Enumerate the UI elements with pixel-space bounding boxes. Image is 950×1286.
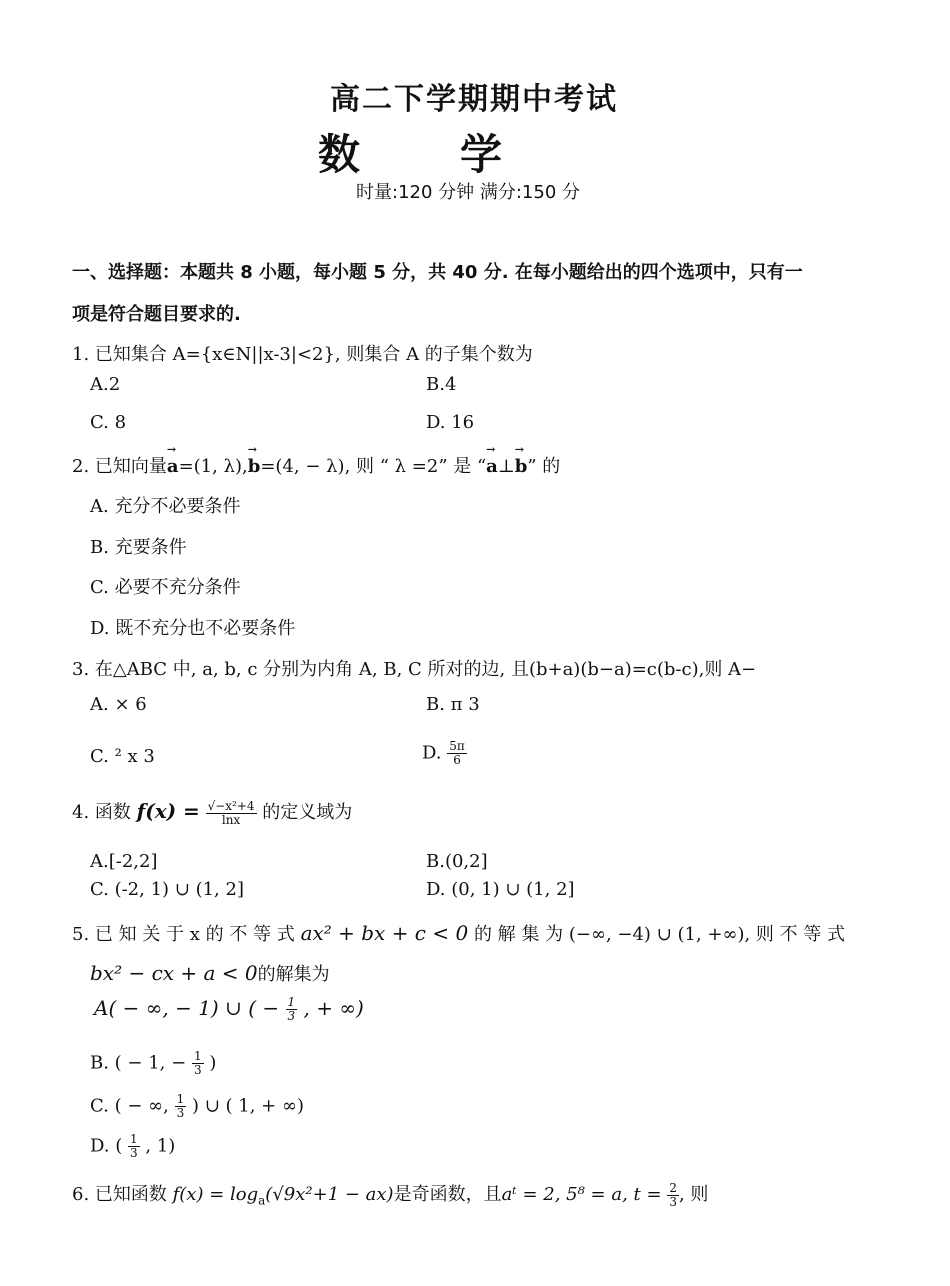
question-6-argument: (√9x²+1 − ax) — [265, 1184, 394, 1205]
vector-a: → a — [167, 456, 179, 477]
question-5-mid: 的 解 集 为 (−∞, −4) ∪ (1, +∞), 则 不 等 式 — [473, 924, 846, 945]
question-3-stem: 3. 在△ABC 中, a, b, c 分别为内角 A, B, C 所对的边, 且(b+a)(b−a)=c(b-c),则 A− — [72, 659, 757, 680]
question-3-option-d-label: D. — [422, 742, 442, 764]
question-4-option-b: B.(0,2] — [426, 851, 488, 872]
question-5-option-d-fraction: $\frac{1}{3}$ — [130, 1132, 138, 1160]
question-2-option-b: B. 充要条件 — [90, 537, 187, 558]
perp-symbol: ⊥ — [497, 456, 515, 477]
question-3-option-d-fraction: $\frac{5\pi}{6}$ — [449, 739, 465, 767]
question-6-prefix: 6. 已知函数 — [72, 1184, 167, 1205]
question-5-option-a: A( − ∞, − 1) ∪ ( − $\frac{1}{3}$ , + ∞) — [94, 995, 364, 1023]
question-2-a-value: =(1, λ), — [178, 456, 248, 477]
question-3-option-c: C. ² x 3 — [90, 746, 155, 767]
subject-char-2: 学 — [460, 130, 503, 179]
question-3-option-b: B. π 3 — [426, 694, 480, 715]
question-5-inequality-2: bx² − cx + a < 0 — [90, 961, 258, 985]
question-2-prefix: 2. 已知向量 — [72, 456, 167, 477]
question-5-stem-line1 — [72, 920, 845, 946]
question-5-option-d: D. ( $\frac{1}{3}$ , 1) — [90, 1132, 176, 1160]
question-4-option-a: A.[-2,2] — [90, 851, 158, 872]
question-6-fraction: $\frac{2}{3}$ — [669, 1180, 677, 1209]
question-5-option-c: C. ( − ∞, $\frac{1}{3}$ ) ∪ ( 1, + ∞) — [90, 1092, 304, 1120]
question-2-option-c: C. 必要不充分条件 — [90, 577, 241, 598]
question-5-option-b: B. ( − 1, − $\frac{1}{3}$ ) — [90, 1049, 217, 1077]
question-3-option-a: A. × 6 — [90, 694, 147, 715]
question-4-prefix: 4. 函数 — [72, 802, 131, 823]
question-1-option-c: C. 8 — [90, 412, 127, 433]
question-6-mid: 是奇函数，且 — [393, 1184, 502, 1205]
question-4-option-d: D. (0, 1) ∪ (1, 2] — [426, 879, 575, 900]
question-2-option-d: D. 既不充分也不必要条件 — [90, 618, 296, 639]
exam-meta: 时量:120 分钟 满分:150 分 — [356, 182, 581, 203]
question-5-stem-line2 — [90, 960, 330, 986]
question-5-option-a-fraction: $\frac{1}{3}$ — [287, 995, 296, 1023]
subject-title — [318, 122, 502, 182]
question-5-option-b-fraction: $\frac{1}{3}$ — [193, 1049, 202, 1077]
question-5-inequality-1: ax² + bx + c < 0 — [300, 921, 469, 945]
question-6-condition: aᵗ = 2, 5⁸ = a, t = — [501, 1184, 662, 1205]
question-2-suffix: ” 的 — [527, 456, 561, 477]
question-2-stem — [72, 452, 560, 478]
question-5-prefix: 5. 已 知 关 于 x 的 不 等 式 — [72, 924, 295, 945]
subject-char-1: 数 — [318, 130, 361, 179]
exam-title: 高二下学期期中考试 — [330, 82, 618, 117]
question-1-option-b: B.4 — [426, 374, 457, 395]
question-6-log-base: a — [258, 1193, 266, 1208]
question-4-suffix: 的定义域为 — [262, 802, 353, 823]
question-4-stem — [72, 798, 352, 827]
vector-b-condition: → b — [515, 456, 528, 477]
question-3-option-d — [422, 740, 467, 767]
vector-a-condition: → a — [486, 456, 498, 477]
vector-b: → b — [248, 456, 261, 477]
question-6-suffix: , 则 — [678, 1184, 709, 1205]
section-heading-line1: 一、选择题：本题共 8 小题，每小题 5 分，共 40 分. 在每小题给出的四个选项中，只有一 — [72, 262, 803, 283]
question-4-option-c: C. (-2, 1) ∪ (1, 2] — [90, 879, 244, 900]
question-1-stem: 1. 已知集合 A={x∈N||x-3|<2}, 则集合 A 的子集个数为 — [72, 344, 533, 365]
question-4-function: f(x) = — [136, 799, 200, 823]
section-heading-line2: 项是符合题目要求的. — [72, 304, 241, 325]
question-5-option-c-fraction: $\frac{1}{3}$ — [176, 1092, 185, 1120]
question-1-option-d: D. 16 — [426, 412, 475, 433]
question-5-suffix: 的解集为 — [257, 964, 330, 985]
question-4-fraction: $\frac{\text{√−x²+4}}{\ln x}$ — [207, 798, 255, 827]
question-6-function: f(x) = log — [172, 1184, 259, 1205]
question-1-option-a: A.2 — [90, 374, 121, 395]
question-6-stem — [72, 1180, 708, 1209]
question-2-option-a: A. 充分不必要条件 — [90, 496, 241, 517]
question-2-b-value: =(4, − λ), 则 “ λ =2” 是 “ — [260, 456, 487, 477]
